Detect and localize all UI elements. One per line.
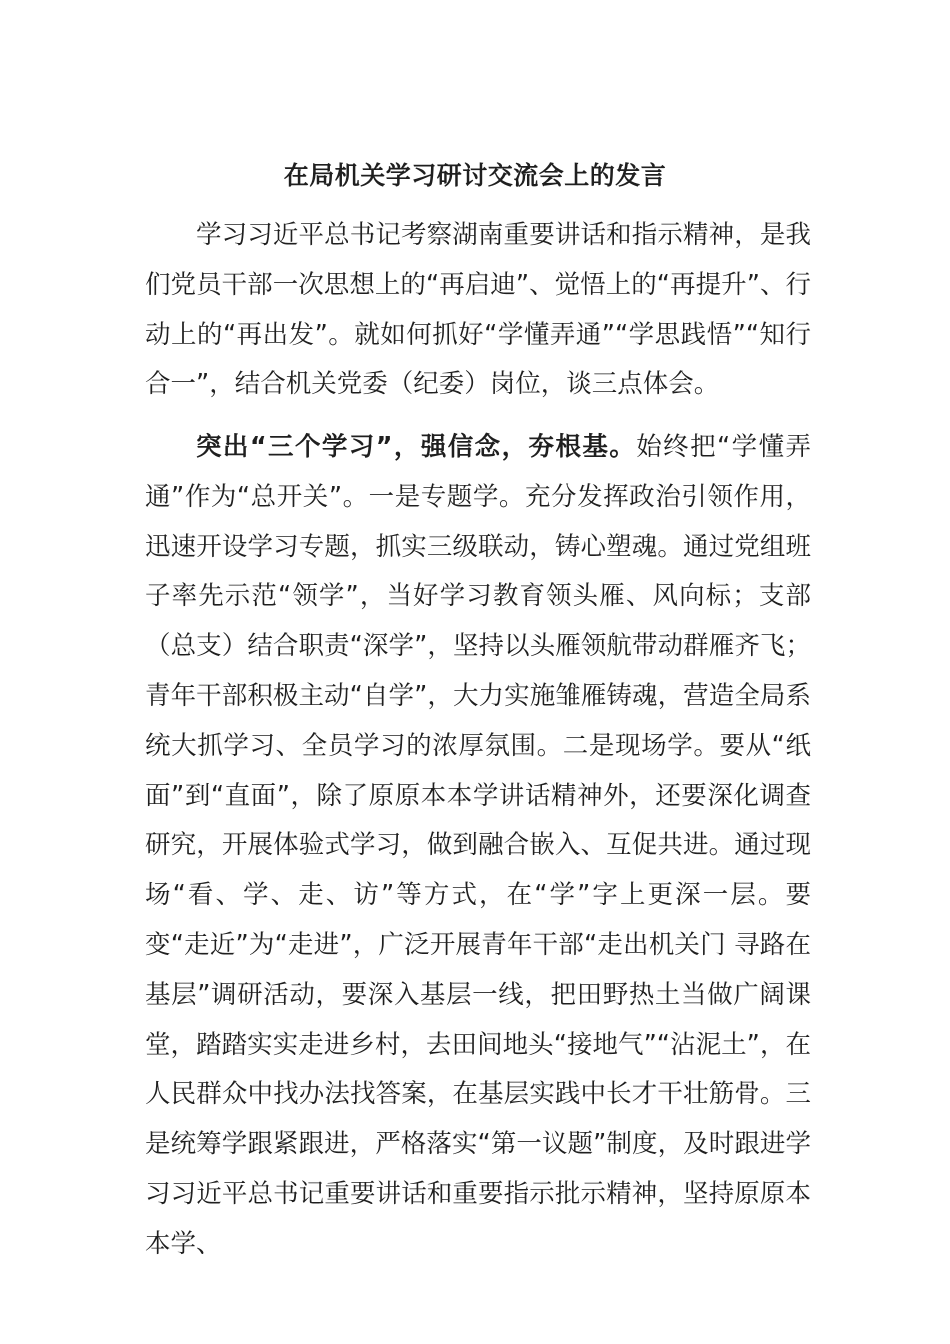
section-one-heading: 突出“三个学习”，强信念，夯根基。 [196, 432, 637, 462]
paragraph-intro [145, 211, 811, 410]
paragraph-section-one [145, 423, 811, 1270]
document-title: 在局机关学习研讨交流会上的发言 [283, 161, 667, 190]
paragraph-intro-text: 学习习近平总书记考察湖南重要讲话和指示精神，是我们党员干部一次思想上的“再启迪”、觉悟上的“再提升”、行动上的“再出发”。就如何抓好“学懂弄通”“学思践悟”“知行合一”，结合机关党委（纪委）岗位，谈三点体会。 [145, 220, 811, 400]
section-one-text: 始终把“学懂弄通”作为“总开关”。一是专题学。充分发挥政治引领作用，迅速开设学习专题，抓实三级联动，铸心塑魂。通过党组班子率先示范“领学”，当好学习教育领头雁、风向标；支部（总支）结合职责“深学”，坚持以头雁领航带动群雁齐飞；青年干部积极主动“自学”，大力实施雏雁铸魂，营造全局系统大抓学习、全员学习的浓厚氛围。二是现场学。要从“纸面”到“直面”，除了原原本本学讲话精神外，还要深化调查研究，开展体验式学习，做到融合嵌入、互促共进。通过现场“看、学、走、访”等方式，在“学”字上更深一层。要变“走近”为“走进”，广泛开展青年干部“走出机关门 寻路在基层”调研活动，要深入基层一线，把田野热土当做广阔课堂，踏踏实实走进乡村，去田间地头“接地气”“沾泥土”，在人民群众中找办法找答案，在基层实践中长才干壮筋骨。三是统筹学跟紧跟进，严格落实“第一议题”制度，及时跟进学习习近平总书记重要讲话和重要指示批示精神，坚持原原本本学、 [145, 432, 811, 1259]
